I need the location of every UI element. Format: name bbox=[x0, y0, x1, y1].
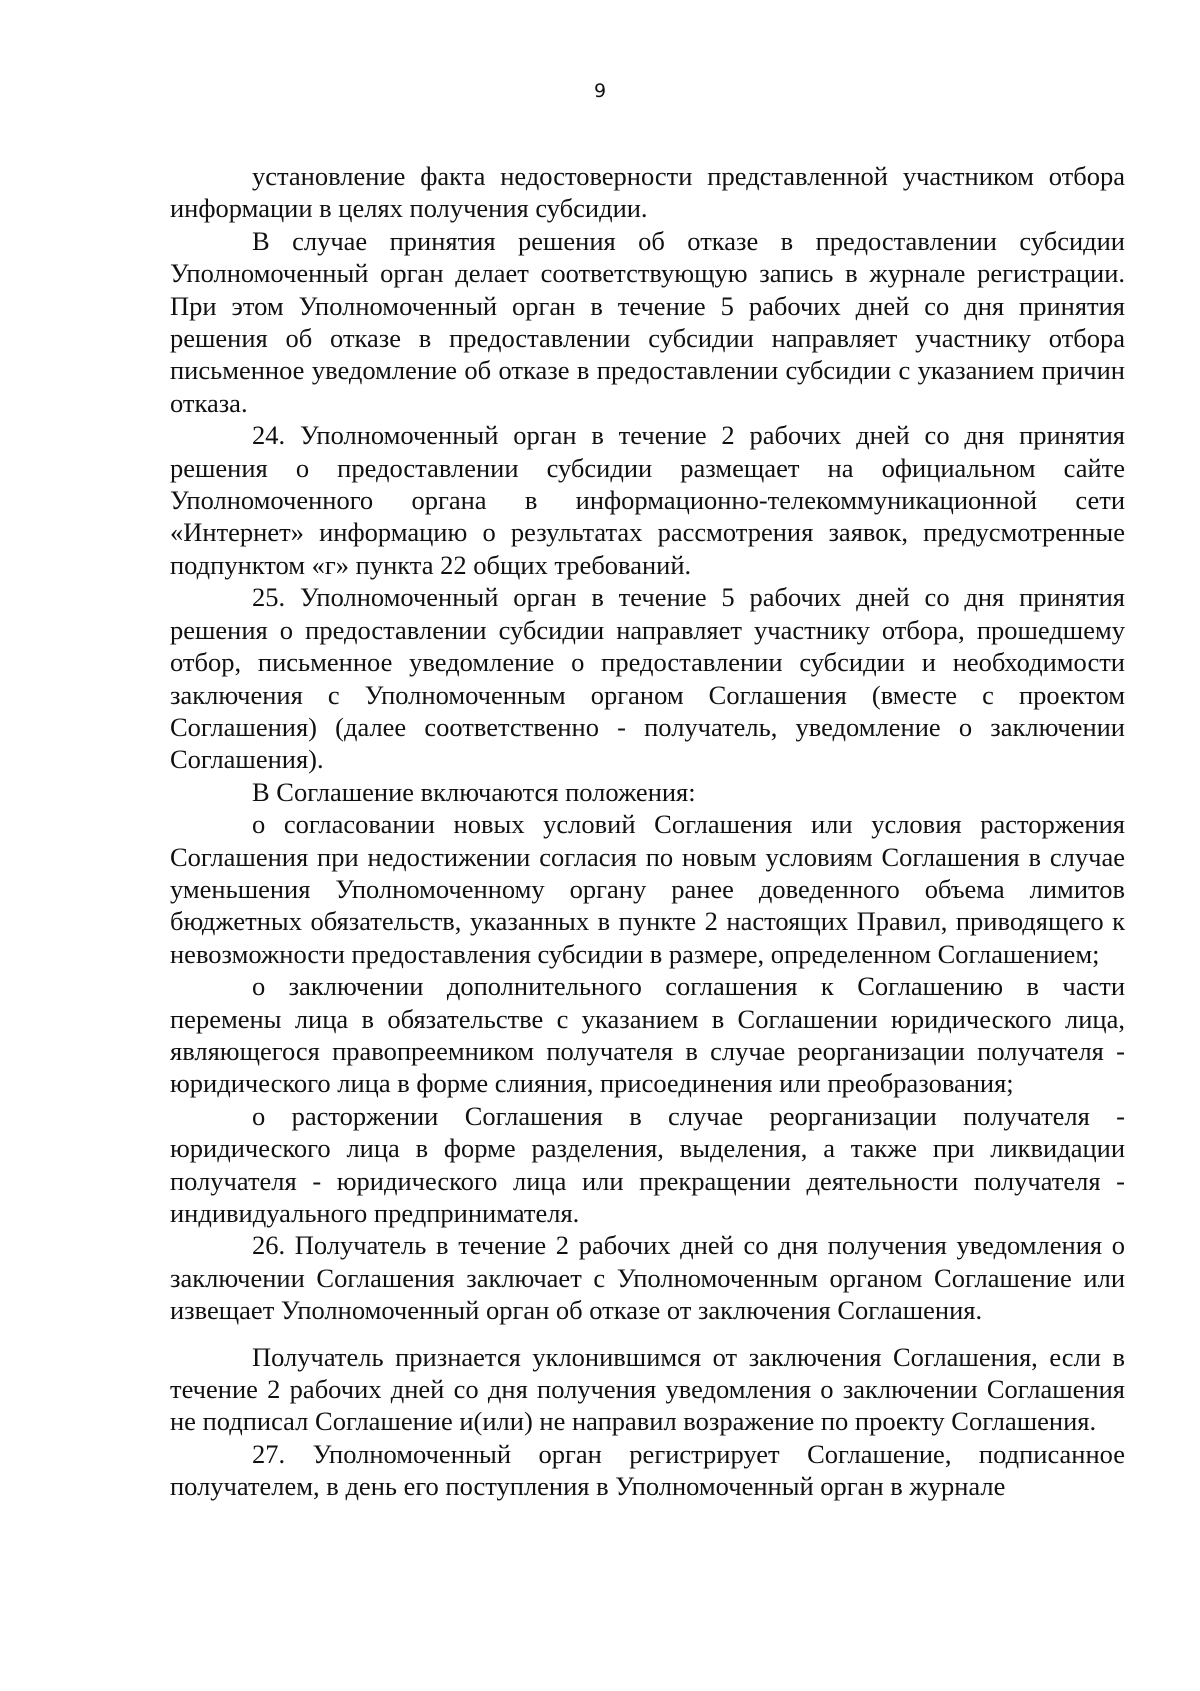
page-number: 9 bbox=[593, 80, 607, 102]
paragraph: 26. Получатель в течение 2 рабочих дней со дня получения уведомления о заключении Соглашения заключает с Уполномоченным органом Соглашение или извещает Уполномоченный орган об отказе от заключения Соглашения. bbox=[170, 1230, 1125, 1326]
paragraph: Получатель признается уклонившимся от заключения Соглашения, если в течение 2 рабочих дней со дня получения уведомления о заключении Соглашения не подписал Соглашение и(или) не направил возражение по проекту Соглашения. bbox=[170, 1341, 1125, 1437]
paragraph: о заключении дополнительного соглашения к Соглашению в части перемены лица в обязательстве с указанием в Соглашении юридического лица, являющегося правопреемником получателя в случае реорганизации получателя - юридического лица в форме слияния, присоединения или преобразования; bbox=[170, 971, 1125, 1099]
paragraph: В Соглашение включаются положения: bbox=[252, 776, 696, 807]
paragraph: о согласовании новых условий Соглашения или условия расторжения Соглашения при недостижении согласия по новым условиям Соглашения в случае уменьшения Уполномоченному органу ранее доведенного объема лимитов бюджетных обязательств, указанных в пункте 2 настоящих Правил, приводящего к невозможности предоставления субсидии в размере, определенном Соглашением; bbox=[170, 809, 1125, 969]
paragraph: 25. Уполномоченный орган в течение 5 рабочих дней со дня принятия решения о предоставлении субсидии направляет участнику отбора, прошедшему отбор, письменное уведомление о предоставлении субсидии и необходимости заключения с Уполномоченным органом Соглашения (вместе с проектом Соглашения) (далее соответственно - получатель, уведомление о заключении Соглашения). bbox=[170, 582, 1125, 775]
paragraph: 24. Уполномоченный орган в течение 2 рабочих дней со дня принятия решения о предоставлении субсидии размещает на официальном сайте Уполномоченного органа в информационно-телекоммуникационной сети «Интернет» информацию о результатах рассмотрения заявок, предусмотренные подпунктом «г» пункта 22 общих требований. bbox=[170, 420, 1125, 580]
document-body bbox=[170, 160, 1125, 1503]
paragraph: установление факта недостоверности представленной участником отбора информации в целях получения субсидии. bbox=[170, 161, 1125, 224]
paragraph: В случае принятия решения об отказе в предоставлении субсидии Уполномоченный орган делает соответствующую запись в журнале регистрации. При этом Уполномоченный орган в течение 5 рабочих дней со дня принятия решения об отказе в предоставлении субсидии направляет участнику отбора письменное уведомление об отказе в предоставлении субсидии с указанием причин отказа. bbox=[170, 225, 1125, 418]
paragraph: о расторжении Соглашения в случае реорганизации получателя - юридического лица в форме разделения, выделения, а также при ликвидации получателя - юридического лица или прекращении деятельности получателя - индивидуального предпринимателя. bbox=[170, 1100, 1125, 1228]
paragraph: 27. Уполномоченный орган регистрирует Соглашение, подписанное получателем, в день его поступления в Уполномоченный орган в журнале bbox=[170, 1438, 1125, 1502]
